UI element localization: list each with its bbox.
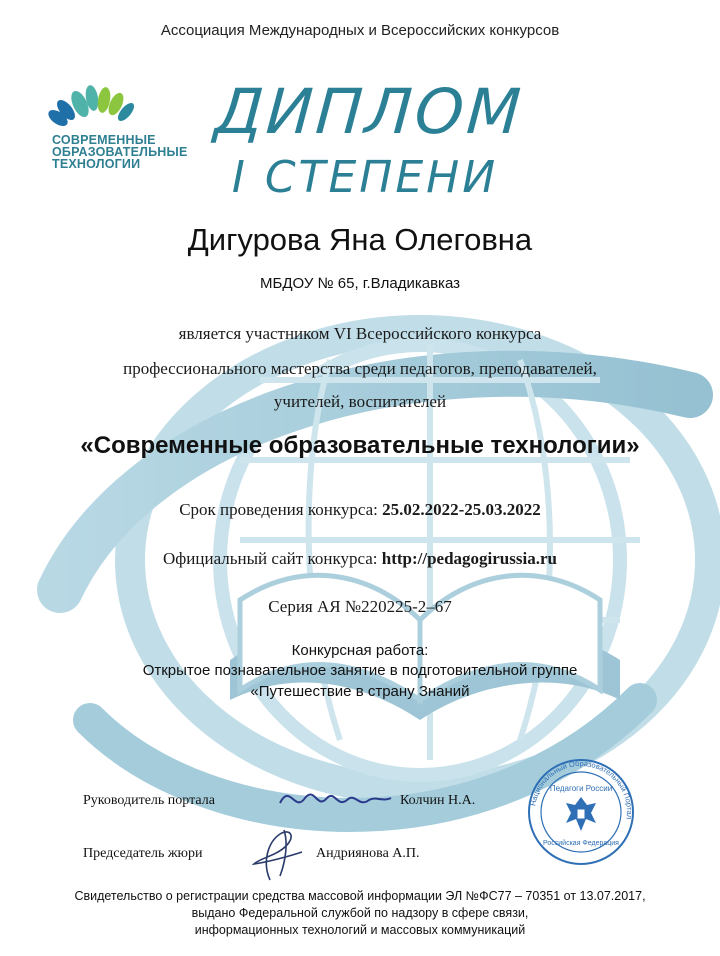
- diploma-degree: I СТЕПЕНИ: [231, 152, 499, 203]
- association-header: Ассоциация Международных и Всероссийских конкурсов: [160, 22, 560, 39]
- stamp-bottom-text: Российская Федерация: [543, 840, 619, 847]
- official-stamp: [526, 757, 636, 867]
- logo-line-2: ОБРАЗОВАТЕЛЬНЫЕ: [52, 145, 188, 159]
- head-role: Руководитель портала: [83, 793, 215, 808]
- eagle-emblem-icon: [566, 797, 596, 831]
- footer-line-1: Свидетельство о регистрации средства массовой информации ЭЛ №ФС77 – 70351 от 13.07.2017,: [74, 889, 646, 903]
- participation-line-1: является участником VI Всероссийского конкурса: [178, 324, 542, 343]
- contest-name: «Современные образовательные технологии»: [80, 432, 640, 459]
- website-link[interactable]: http://pedagogirussia.ru: [381, 549, 557, 568]
- series-number: Серия АЯ №220225-2–67: [268, 597, 452, 616]
- jury-signature: [240, 822, 320, 884]
- logo-line-1: СОВРЕМЕННЫЕ: [52, 133, 156, 147]
- work-title-line-1: Открытое познавательное занятие в подготовительной группе: [142, 662, 578, 679]
- stamp-center-text: Педагоги России: [549, 784, 613, 793]
- participation-line-2: профессионального мастерства среди педагогов, преподавателей,: [123, 359, 597, 378]
- footer-line-2: выдано Федеральной службой по надзору в сфере связи,: [191, 906, 529, 920]
- recipient-organization: МБДОУ № 65, г.Владикавказ: [260, 275, 460, 292]
- footer-line-3: информационных технологий и массовых коммуникаций: [194, 923, 526, 937]
- stamp-top-text: Национальный Образовательный Портал: [528, 758, 635, 820]
- period-label: Срок проведения конкурса:: [179, 500, 378, 519]
- head-name: Колчин Н.А.: [400, 793, 476, 808]
- jury-name: Андриянова А.П.: [316, 846, 420, 861]
- work-title-line-2: «Путешествие в страну Знаний: [250, 683, 470, 700]
- logo-line-3: ТЕХНОЛОГИИ: [52, 157, 141, 171]
- head-signature: [275, 778, 395, 818]
- registration-footer: [0, 888, 720, 939]
- participation-line-3: учителей, воспитателей: [273, 392, 447, 411]
- website-label: Официальный сайт конкурса:: [163, 549, 378, 568]
- recipient-name: Дигурова Яна Олеговна: [187, 222, 533, 257]
- jury-role: Председатель жюри: [83, 846, 203, 861]
- contest-logo: [40, 82, 230, 177]
- website-row: [0, 549, 720, 569]
- diploma-title: ДИПЛОМ: [212, 75, 526, 148]
- work-label: Конкурсная работа:: [291, 642, 429, 659]
- period-row: [0, 500, 720, 520]
- period-value: 25.02.2022-25.03.2022: [382, 500, 541, 519]
